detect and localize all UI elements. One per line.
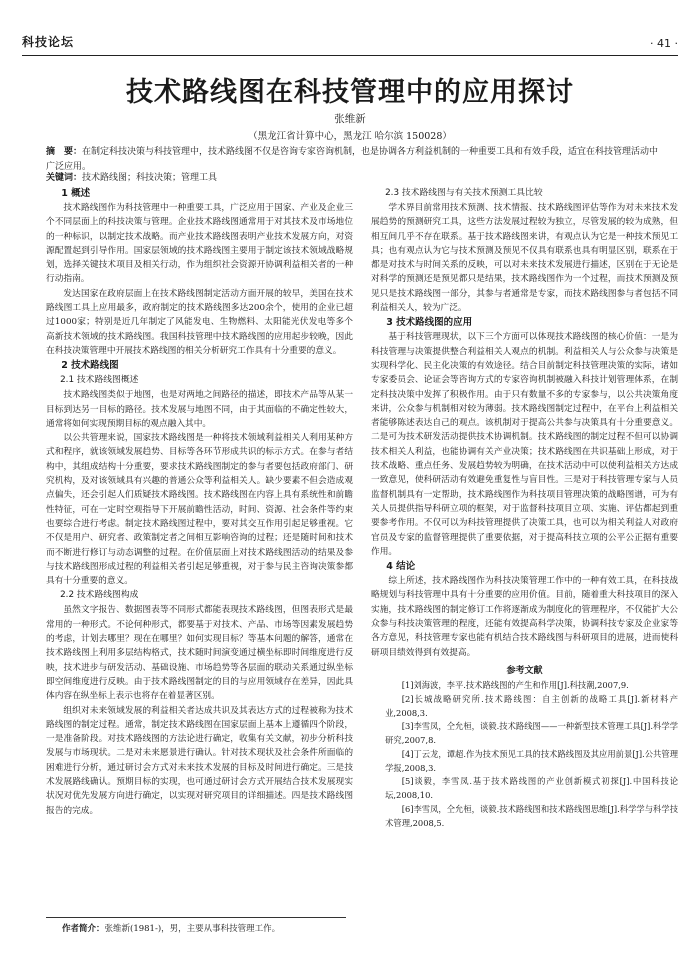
right-column [371,186,678,831]
running-header [22,30,678,50]
author-affiliation: （黑龙江省计算中心，黑龙江 哈尔滨 150028） [248,131,452,142]
abstract-text: 在制定科技决策与科技管理中，技术路线图不仅是咨询专家咨询机制，也是协调各方利益机制的一种重要工具和有效手段，适宜在科技管理活动中广泛应用。 [46,147,659,172]
section-heading: 3 技术路线图的应用 [386,317,473,329]
section-heading: 1 概述 [61,188,91,199]
abstract-label: 摘 要： [46,147,83,157]
paragraph: 基于科技管理现状，以下三个方面可以体现技术路线图的核心价值：一是为科技管理与决策提供整合利益相关人观点的机制。利益相关人与公众参与决策是实现科学化、民主化决策的有效途径。结合目前制定科技管理决策的实际，诸如专家委员会、论证会等咨询方式的专家咨询机制被融入科技计划管理体系，在制定科技决策中发挥了积极作用。由于只有数量不多的专家参与，以公共决策角度来讲，公众参与机制相对较为薄弱。技术路线图制定过程中，在平台上利益相关者能够陈述表达自己的观点。该机制对于提高公共参与决策具有十分重要意义。二是可为技术研发活动提供技术协调机制。技术路线图的制定过程不但可以协调技术相关人利益，也能协调有关产业决策；技术路线图在共识基础上形成，对于技术战略、重点任务、发展趋势较为明确，在技术活动中可以使利益相关方达成一致意见，使科研活动有效避免重复性与盲目性。三是对于科技管理专家与人员监督机制具有一定帮助，技术路线图作为科技项目管理决策的战略图谱，可为有关人员提供指导科研立项的框架，对于监督科技项目立项、实施、评估都起到重要参考作用。不仅可以为科技管理提供了决策工具，也可以为相关利益人对政府官员及专家的监督管理提供了重要依据，对于提高科技立项的公平公正据有重要作用。 [371,332,678,557]
keywords-text: 技术路线图；科技决策；管理工具 [82,173,218,183]
references-heading: 参考文献 [506,665,543,676]
author-name: 张维新 [334,113,366,125]
subsection-heading: 2.2 技术路线图构成 [60,590,139,601]
paragraph: 以公共管理来说，国家技术路线图是一种将技术领域利益相关人利用某种方式和程序，就该领域发展趋势、目标等各环节形成共识的标示方式。在参与者结构中，其组成结构十分重要，要求技术路线图制定的参与者要包括政府部门、研究机构，及对该领域具有兴趣的普通公众等利益相关人。缺少要素不但会造成观点偏失，还会引起人们质疑技术路线图。技术路线图在内容上具有系统性和前瞻性特征，可在一定时空观指导下开展前瞻性活动，时间、资源、社会条件等约束也要综合进行考虑。制定技术路线图过程中，要对其交互作用引起足够重视。它不仅是用户、研究者、政策制定者之间相互影响咨询的过程；还是随时间和技术而不断进行修订与动态调整的过程。在价值层面上对技术路线图活动的结果及参与技术路线图形成过程的利益相关者引起足够重视，对于参与民主咨询决策参都具有十分重要的意义。 [46,433,353,587]
keywords [46,170,660,183]
reference-item: [3]李雪凤，仝允桓，谈毅.技术路线图——一种新型技术管理工具[J].科学学研究,2007,8. [385,721,678,746]
reference-item: [5]谈毅，李雪凤.基于技术路线图的产业创新模式初探[J].中国科技论坛,2008,10. [385,776,678,801]
section-heading: 4 结论 [386,561,416,573]
paragraph: 综上所述，技术路线图作为科技决策管理工作中的一种有效工具，在科技战略规划与科技管理中具有十分重要的应用价值。目前，随着重大科技项目的深入实施，技术路线图的制定修订工作将逐渐成为制度化的管理程序，不仅能扩大公众参与科技决策管理的程度，还能有效提高科学决策，协调科技专家及企业家等各方意见，科技管理专家也能有机结合技术路线图与科研项目的进展，进而使科研项目绩效得到有效提高。 [371,576,678,658]
paragraph: 虽然文字报告、数据图表等不同形式都能表现技术路线图，但图表形式是最常用的一种形式。不论何种形式，都要基于对技术、产品、市场等因素发展趋势的考虑，计划去哪里？现在在哪里？如何实现目标？等基本问题的解答，通常在技术路线图上利用多层结构格式，技术随时间演变通过横坐标即时间维度进行反映，技术进步与研发活动、基础设施、市场趋势等各层面的联动关系通过纵坐标即空间维度进行反映。由于技术路线图制定的目的与应用领域存在差异，因此具体内容在纵坐标上表示也将存在着显著区别。 [46,605,353,702]
left-column [46,186,353,818]
footnote-text: 张维新(1981-)，男，主要从事科技管理工作。 [104,924,281,934]
paragraph: 发达国家在政府层面上在技术路线图制定活动方面开展的较早，美国在技术路线图工具上应用最多，政府制定的技术路线图多达200余个，使用的企业已超过1000家；特别是近几年制定了风能发电、生物燃料、太阳能光伏发电等多个高新技术领域的技术路线图。我国科技管理中技术路线图的应用起步较晚，因此在科技决策管理中开展技术路线图的相关分析研究工作具有十分重要的意义。 [46,288,353,356]
paragraph: 技术路线图类似于地图，也是对两地之间路径的描述，即技术产品等从某一目标到达另一目标的路径。技术发展与地图不同，由于其面临的不确定性较大，通常将如何实现预期目标的观点融入其中。 [46,390,353,429]
subsection-heading: 2.3 技术路线图与有关技术预测工具比较 [385,188,543,198]
reference-item: [1]刘海波，李平.技术路线图的产生和作用[J].科技潮,2007,9. [401,679,629,690]
page-number: · 41 · [650,37,678,50]
reference-item: [4]丁云龙，谭超.作为技术预见工具的技术路线图及其应用前景[J].公共管理学报,2008,3. [385,748,678,773]
keywords-label: 关键词： [46,173,83,183]
header-rule [22,55,678,56]
paragraph: 学术界目前常用技术预测、技术情报、技术路线图评估等作为对未来技术发展趋势的预测研究工具，这些方法发展过程较为独立，尽管发展的较为成熟，但相互间几乎不存在联系。基于技术路线图来讲，有观点认为它是一种技术预见工具；也有观点认为它与技术预测及预见不仅具有联系也具有明显区别，联系在于都是对技术与时间关系的反映，可以对未来技术发展进行描述，区别在于无论是对科学的预测还是预见都只是结果，技术路线图作为一个过程，而技术预测及预见只是技术路线图一部分，其参与者通常是专家，而技术路线图参与者包括不同利益相关人，较为广泛。 [371,203,678,314]
author-bio-footnote [62,922,280,934]
paragraph: 技术路线图作为科技管理中一种重要工具，广泛应用于国家、产业及企业三个不同层面上的科技决策与管理。企业技术路线图通常用于对其技术及市场地位的一种标识，以制定技术战略。而产业技术路线图表明产业技术发展方向，对资源配置起到引导作用。国家层领域的技术路线图主要用于制定该技术领域战略规划，选择关键技术项目及相关行动，作为组织社会资源开协调利益相关者的一种行动指南。 [46,203,353,285]
footnote-rule [46,917,346,918]
footnote-label: 作者简介： [62,924,105,934]
paper-title: 技术路线图在科技管理中的应用探讨 [126,77,574,108]
subsection-heading: 2.1 技术路线图概述 [60,375,139,386]
section-heading: 2 技术路线图 [61,360,119,372]
journal-name: 科技论坛 [22,35,75,49]
paragraph: 组织对未来领域发展的利益相关者达成共识及其表达方式的过程被称为技术路线图的制定过程。通常，制定技术路线图在国家层面上基本上遵循四个阶段，一是准备阶段。对技术路线图的方法论进行确定，收集有关文献，初步分析科技发展与市场现状。二是对未来愿景进行确认。针对技术现状及社会条件所面临的困难进行分析，通过研讨会方式对未来技术发展的目标及时间进行确定。三是技术发展路线确认。预期目标的实现，也可通过研讨会方式开展结合技术发展现实状况对优先发展方向进行确定，以实现对研究项目的详细描述。四是技术路线图报告的完成。 [46,705,353,816]
reference-item: [2]长城战略研究所.技术路线图：自主创新的战略工具[J].新材料产业,2008,3. [385,693,678,718]
reference-item: [6]李雪凤，仝允桓，谈毅.技术路线图和技术路线图思维[J].科学学与科学技术管理,2008,5. [385,804,678,828]
